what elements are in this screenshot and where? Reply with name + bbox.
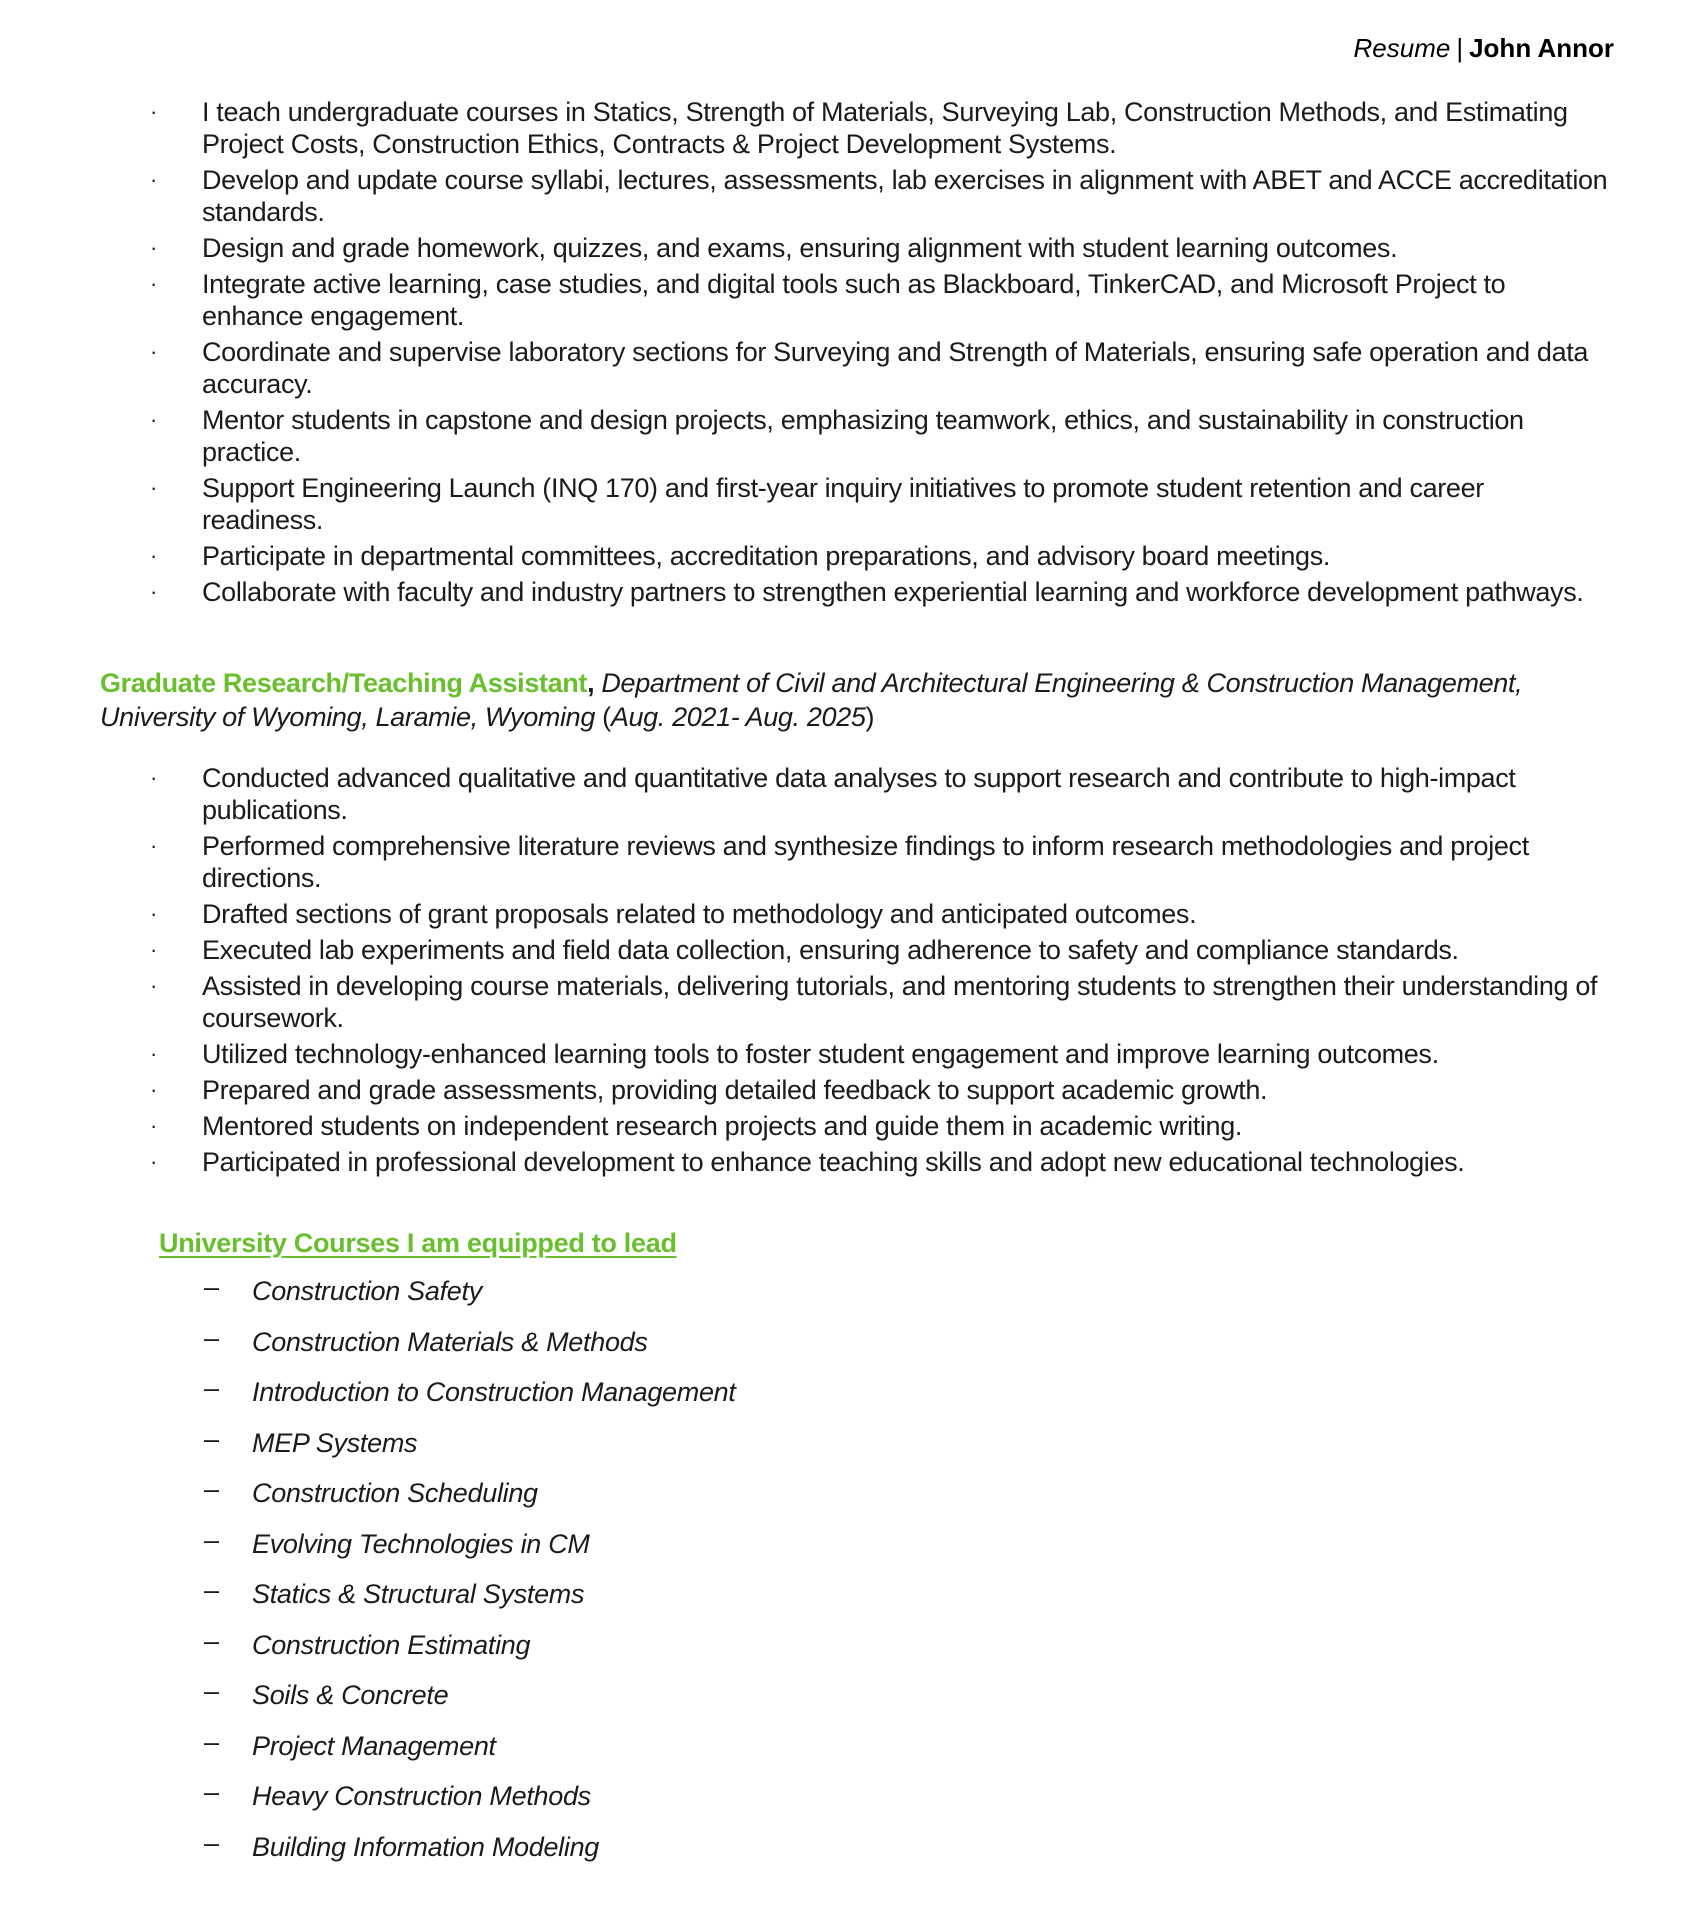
course-item xyxy=(100,1524,1610,1578)
bullet-item xyxy=(100,576,1610,608)
course-name: Construction Safety xyxy=(252,1276,482,1306)
course-name: Statics & Structural Systems xyxy=(252,1579,585,1609)
dash-icon: – xyxy=(204,1474,219,1504)
bullet-text: Integrate active learning, case studies, and digital tools such as Blackboard, TinkerCAD, and Microsoft Project to enhance engagement. xyxy=(202,269,1506,331)
course-item xyxy=(100,1625,1610,1679)
course-item xyxy=(100,1274,1610,1325)
bullet-dot-icon: · xyxy=(150,973,157,998)
course-name: Soils & Concrete xyxy=(252,1680,449,1710)
bullet-item xyxy=(100,970,1610,1034)
bullet-dot-icon: · xyxy=(150,407,157,432)
bullet-dot-icon: · xyxy=(150,271,157,296)
bullet-item xyxy=(100,404,1610,468)
course-name: Construction Materials & Methods xyxy=(252,1326,648,1357)
header-name: John Annor xyxy=(1469,33,1614,63)
job-organization: Department of Civil and Architectural Engineering & Construction Management, University of Wyoming, Laramie, Wyoming xyxy=(100,668,1523,732)
courses-list xyxy=(100,1274,1610,1880)
course-item xyxy=(100,1423,1610,1477)
bullet-item xyxy=(100,1074,1610,1106)
header-label: Resume xyxy=(1353,33,1451,63)
bullet-text: Mentor students in capstone and design projects, emphasizing teamwork, ethics, and sustainability in construction practice. xyxy=(202,405,1524,467)
dash-icon: – xyxy=(204,1575,219,1605)
bullet-text: Executed lab experiments and field data collection, ensuring adherence to safety and compliance standards. xyxy=(202,935,1459,965)
bullet-item xyxy=(100,1038,1610,1070)
header-separator: | xyxy=(1456,33,1464,63)
bullet-dot-icon: · xyxy=(150,1041,157,1066)
job-title-comma: , xyxy=(587,668,595,698)
bullet-item xyxy=(100,268,1610,332)
current-role-bullet-list xyxy=(100,96,1610,608)
job-dates: Aug. 2021- Aug. 2025 xyxy=(610,702,866,732)
bullet-item xyxy=(100,336,1610,400)
bullet-text: Mentored students on independent research projects and guide them in academic writing. xyxy=(202,1111,1243,1141)
dash-icon: – xyxy=(204,1524,219,1555)
bullet-dot-icon: · xyxy=(150,1149,157,1174)
bullet-item xyxy=(100,1146,1610,1178)
bullet-dot-icon: · xyxy=(150,937,157,962)
course-name: Project Management xyxy=(252,1730,496,1761)
course-name: Evolving Technologies in CM xyxy=(252,1528,590,1559)
dash-icon: – xyxy=(204,1676,219,1706)
bullet-text: Participate in departmental committees, accreditation preparations, and advisory board meetings. xyxy=(202,541,1331,571)
bullet-text: Design and grade homework, quizzes, and exams, ensuring alignment with student learning outcomes. xyxy=(202,233,1398,263)
bullet-item xyxy=(100,96,1610,160)
dash-icon: – xyxy=(204,1726,219,1757)
bullet-item xyxy=(100,762,1610,826)
dash-icon: – xyxy=(204,1625,219,1656)
bullet-text: Performed comprehensive literature reviews and synthesize findings to inform research methodologies and project directions. xyxy=(202,831,1529,893)
course-name: Introduction to Construction Management xyxy=(252,1377,736,1407)
bullet-dot-icon: · xyxy=(150,765,157,790)
page-header xyxy=(1354,30,1615,66)
bullet-item xyxy=(100,540,1610,572)
job-title: Graduate Research/Teaching Assistant xyxy=(100,668,588,698)
bullet-text: Develop and update course syllabi, lectures, assessments, lab exercises in alignment with ABET and ACCE accreditation standards. xyxy=(202,165,1608,227)
bullet-dot-icon: · xyxy=(150,579,157,604)
dash-icon: – xyxy=(204,1777,219,1807)
bullet-dot-icon: · xyxy=(150,901,157,926)
bullet-dot-icon: · xyxy=(150,833,157,858)
bullet-dot-icon: · xyxy=(150,339,157,364)
courses-heading: University Courses I am equipped to lead xyxy=(159,1228,677,1258)
bullet-item xyxy=(100,164,1610,228)
bullet-item xyxy=(100,232,1610,264)
dash-icon: – xyxy=(204,1272,219,1302)
course-name: Building Information Modeling xyxy=(252,1831,600,1862)
bullet-dot-icon: · xyxy=(150,235,157,260)
bullet-text: Participated in professional development to enhance teaching skills and adopt new educational technologies. xyxy=(202,1147,1465,1177)
course-name: Construction Scheduling xyxy=(252,1478,538,1508)
bullet-item xyxy=(100,934,1610,966)
bullet-text: Support Engineering Launch (INQ 170) and first-year inquiry initiatives to promote student retention and career readiness. xyxy=(202,473,1484,535)
course-item xyxy=(100,1779,1610,1830)
dash-icon: – xyxy=(204,1373,219,1403)
job-dates-close-paren: ) xyxy=(865,702,875,732)
bullet-item xyxy=(100,472,1610,536)
graduate-role-heading xyxy=(100,666,1610,734)
bullet-text: Conducted advanced qualitative and quantitative data analyses to support research and contribute to high-impact publications. xyxy=(202,763,1516,825)
dash-icon: – xyxy=(204,1827,219,1858)
bullet-dot-icon: · xyxy=(150,1077,157,1102)
bullet-item xyxy=(100,1110,1610,1142)
bullet-text: Collaborate with faculty and industry partners to strengthen experiential learning and workforce development pathways. xyxy=(202,577,1584,607)
course-item xyxy=(100,1678,1610,1729)
course-item xyxy=(100,1577,1610,1628)
course-name: MEP Systems xyxy=(252,1427,418,1458)
bullet-dot-icon: · xyxy=(150,1113,157,1138)
bullet-text: Coordinate and supervise laboratory sections for Surveying and Strength of Materials, ensuring safe operation and data accuracy. xyxy=(202,337,1589,399)
bullet-text: I teach undergraduate courses in Statics, Strength of Materials, Surveying Lab, Construction Methods, and Estimating Project Costs, Construction Ethics, Contracts & Project Development Systems. xyxy=(202,97,1568,159)
course-item xyxy=(100,1726,1610,1780)
job-dates-open-paren: ( xyxy=(602,702,611,732)
bullet-dot-icon: · xyxy=(150,475,157,500)
bullet-text: Prepared and grade assessments, providing detailed feedback to support academic growth. xyxy=(202,1075,1268,1105)
graduate-role-bullet-list xyxy=(100,762,1610,1178)
bullet-dot-icon: · xyxy=(150,167,157,192)
bullet-item xyxy=(100,830,1610,894)
bullet-text: Drafted sections of grant proposals related to methodology and anticipated outcomes. xyxy=(202,899,1197,929)
bullet-text: Assisted in developing course materials, delivering tutorials, and mentoring students to strengthen their understanding of coursework. xyxy=(202,971,1598,1033)
course-name: Construction Estimating xyxy=(252,1629,531,1660)
course-item xyxy=(100,1375,1610,1426)
dash-icon: – xyxy=(204,1423,219,1454)
bullet-text: Utilized technology-enhanced learning tools to foster student engagement and improve learning outcomes. xyxy=(202,1039,1439,1069)
dash-icon: – xyxy=(204,1322,219,1353)
resume-content xyxy=(100,96,1610,1880)
course-name: Heavy Construction Methods xyxy=(252,1781,591,1811)
course-item xyxy=(100,1827,1610,1881)
course-item xyxy=(100,1476,1610,1527)
bullet-item xyxy=(100,898,1610,930)
bullet-dot-icon: · xyxy=(150,99,157,124)
course-item xyxy=(100,1322,1610,1376)
bullet-dot-icon: · xyxy=(150,543,157,568)
